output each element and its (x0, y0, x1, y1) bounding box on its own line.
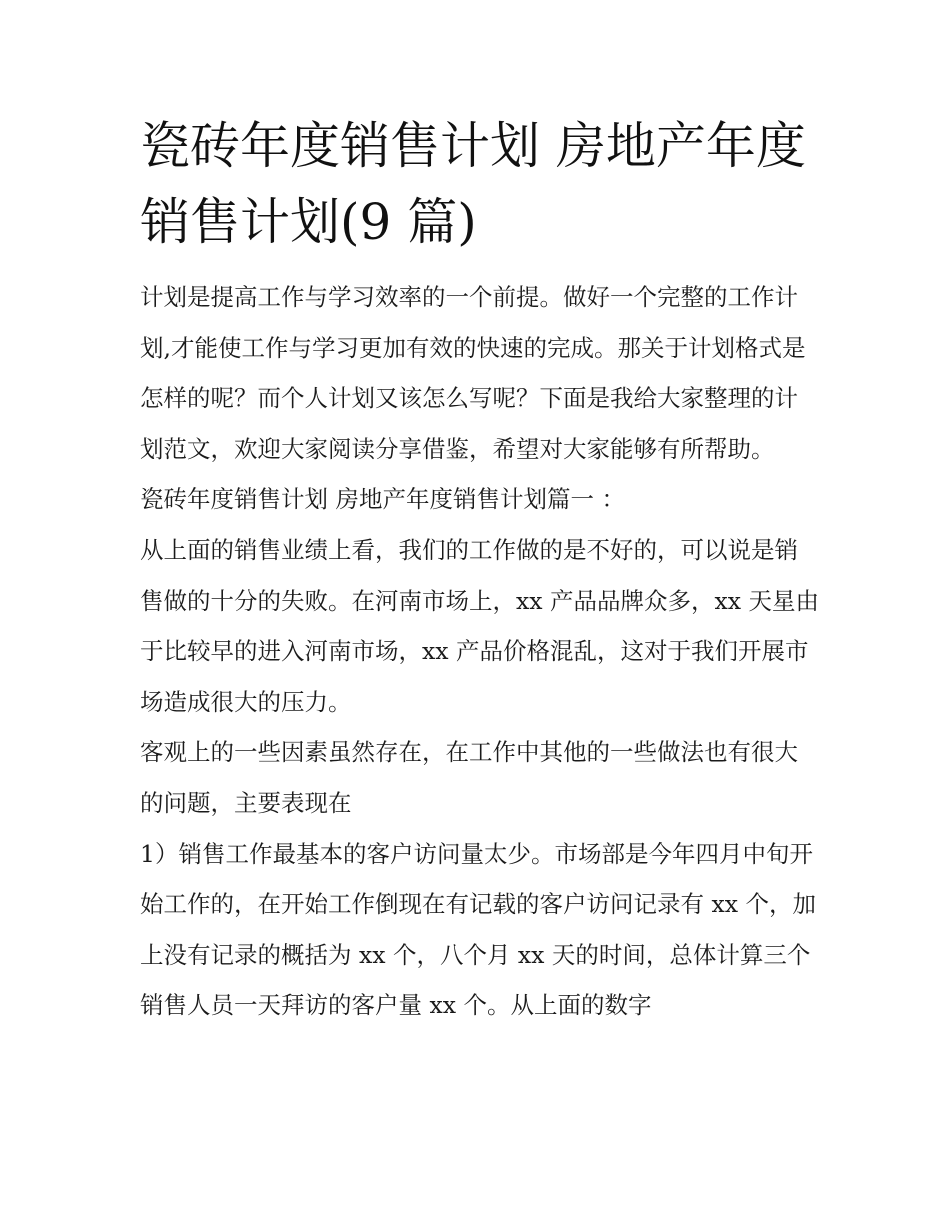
body-paragraph: 从上面的销售业绩上看，我们的工作做的是不好的，可以说是销售做的十分的失败。在河南市场上，xx 产品品牌众多，xx 天星由于比较早的进入河南市场，xx 产品价格混乱，这对于我们开展市场造成很大的压力。 (140, 535, 819, 716)
document-title: 瓷砖年度销售计划 房地产年度销售计划(9 篇) (140, 117, 806, 251)
body-paragraph: 客观上的一些因素虽然存在，在工作中其他的一些做法也有很大的问题，主要表现在 (140, 738, 798, 817)
document-body (140, 108, 820, 1031)
intro-paragraph: 计划是提高工作与学习效率的一个前提。做好一个完整的工作计划,才能使工作与学习更加有效的快速的完成。那关于计划格式是怎样的呢？而个人计划又该怎么写呢？下面是我给大家整理的计划范文，欢迎大家阅读分享借鉴，希望对大家能够有所帮助。 (140, 283, 806, 463)
section-heading: 瓷砖年度销售计划 房地产年度销售计划篇一 ： (140, 485, 625, 514)
list-item: 1）销售工作最基本的客户访问量太少。市场部是今年四月中旬开始工作的，在开始工作倒现在有记载的客户访问记录有 xx 个，加上没有记录的概括为 xx 个，八个月 xx 天的时间，总体计算三个销售人员一天拜访的客户量 xx 个。从上面的数字 (140, 839, 816, 1020)
